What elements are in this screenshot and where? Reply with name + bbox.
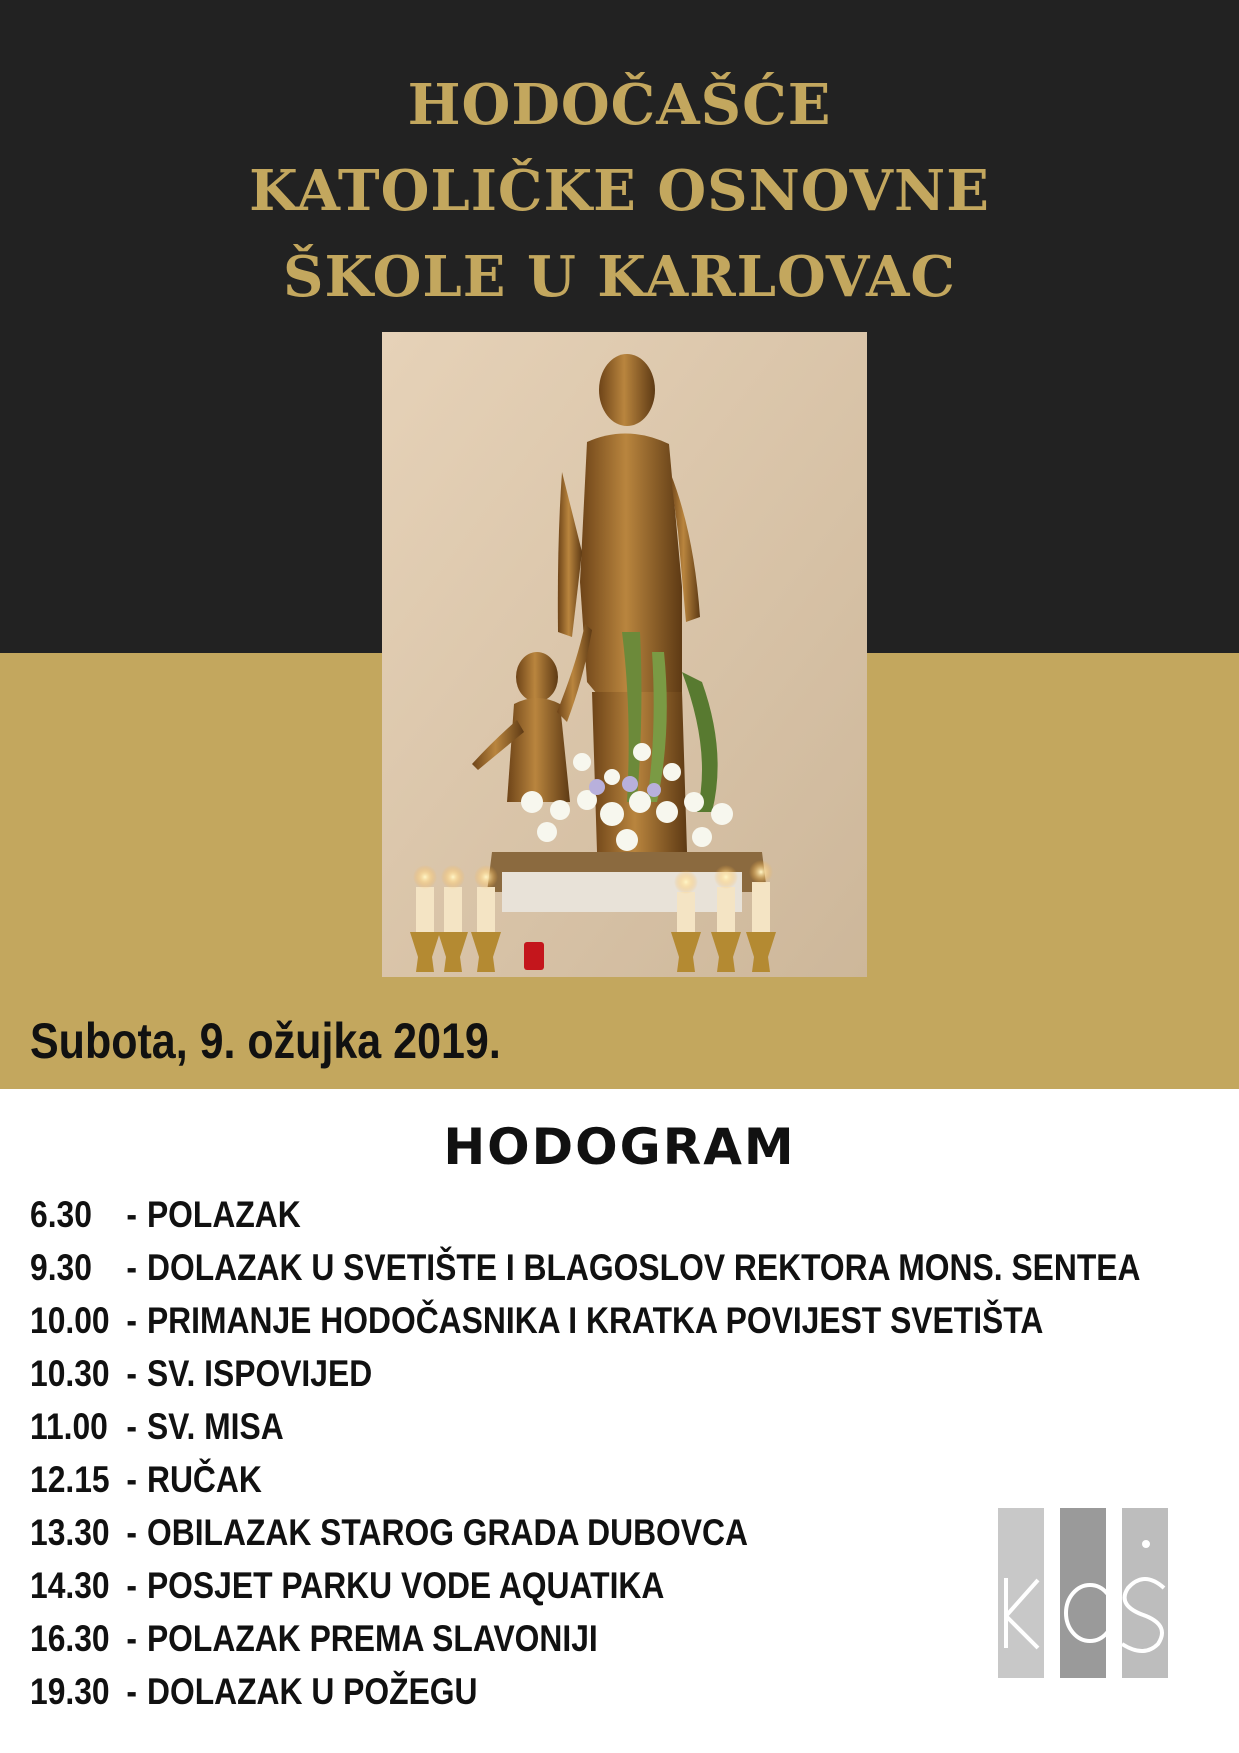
schedule-item: 12.15 - RUČAK	[30, 1453, 1062, 1506]
schedule-item: 11.00 - SV. MISA	[30, 1400, 1062, 1453]
schedule-item: 9.30 - DOLAZAK U SVETIŠTE I BLAGOSLOV REKTORA MONS. SENTEA	[30, 1241, 1062, 1294]
schedule-item: 10.00 - PRIMANJE HODOČASNIKA I KRATKA POVIJEST SVETIŠTA	[30, 1294, 1062, 1347]
school-logo-icon	[998, 1508, 1170, 1678]
schedule-activity: OBILAZAK STAROG GRADA DUBOVCA	[146, 1512, 748, 1553]
schedule-time: 16.30	[30, 1618, 110, 1659]
schedule-activity: DOLAZAK U SVETIŠTE I BLAGOSLOV REKTORA MONS. SENTEA	[146, 1247, 1141, 1288]
schedule-item: 16.30 - POLAZAK PREMA SLAVONIJI	[30, 1612, 1062, 1665]
schedule-item: 10.30 - SV. ISPOVIJED	[30, 1347, 1062, 1400]
schedule-time: 10.30	[30, 1353, 110, 1394]
title-line-3: ŠKOLE U KARLOVAC	[283, 244, 956, 310]
schedule-time: 10.00	[30, 1300, 110, 1341]
event-date: Subota, 9. ožujka 2019.	[30, 1013, 501, 1069]
poster-title	[0, 62, 1239, 320]
schedule-activity: POSJET PARKU VODE AQUATIKA	[146, 1565, 665, 1606]
schedule-time: 12.15	[30, 1459, 110, 1500]
schedule-activity: POLAZAK	[146, 1194, 301, 1235]
schedule-activity: POLAZAK PREMA SLAVONIJI	[146, 1618, 598, 1659]
schedule-time: 13.30	[30, 1512, 110, 1553]
schedule-time: 6.30	[30, 1194, 92, 1235]
statue-photo	[382, 332, 867, 977]
schedule-item: 19.30 - DOLAZAK U POŽEGU	[30, 1665, 1062, 1718]
schedule-time: 9.30	[30, 1247, 92, 1288]
schedule-activity: RUČAK	[146, 1459, 262, 1500]
title-line-2: KATOLIČKE OSNOVNE	[249, 158, 990, 224]
schedule-time: 11.00	[30, 1406, 108, 1447]
schedule-heading: HODOGRAM	[443, 1118, 796, 1176]
title-line-1: HODOČAŠĆE	[407, 72, 832, 138]
schedule-activity: SV. MISA	[146, 1406, 284, 1447]
schedule-item: 6.30 - POLAZAK	[30, 1188, 1062, 1241]
schedule-activity: DOLAZAK U POŽEGU	[146, 1671, 478, 1712]
schedule-activity: SV. ISPOVIJED	[146, 1353, 373, 1394]
schedule-item: 13.30 - OBILAZAK STAROG GRADA DUBOVCA	[30, 1506, 1062, 1559]
schedule-time: 19.30	[30, 1671, 110, 1712]
schedule-activity: PRIMANJE HODOČASNIKA I KRATKA POVIJEST SVETIŠTA	[146, 1300, 1044, 1341]
schedule-item: 14.30 - POSJET PARKU VODE AQUATIKA	[30, 1559, 1062, 1612]
schedule-time: 14.30	[30, 1565, 110, 1606]
